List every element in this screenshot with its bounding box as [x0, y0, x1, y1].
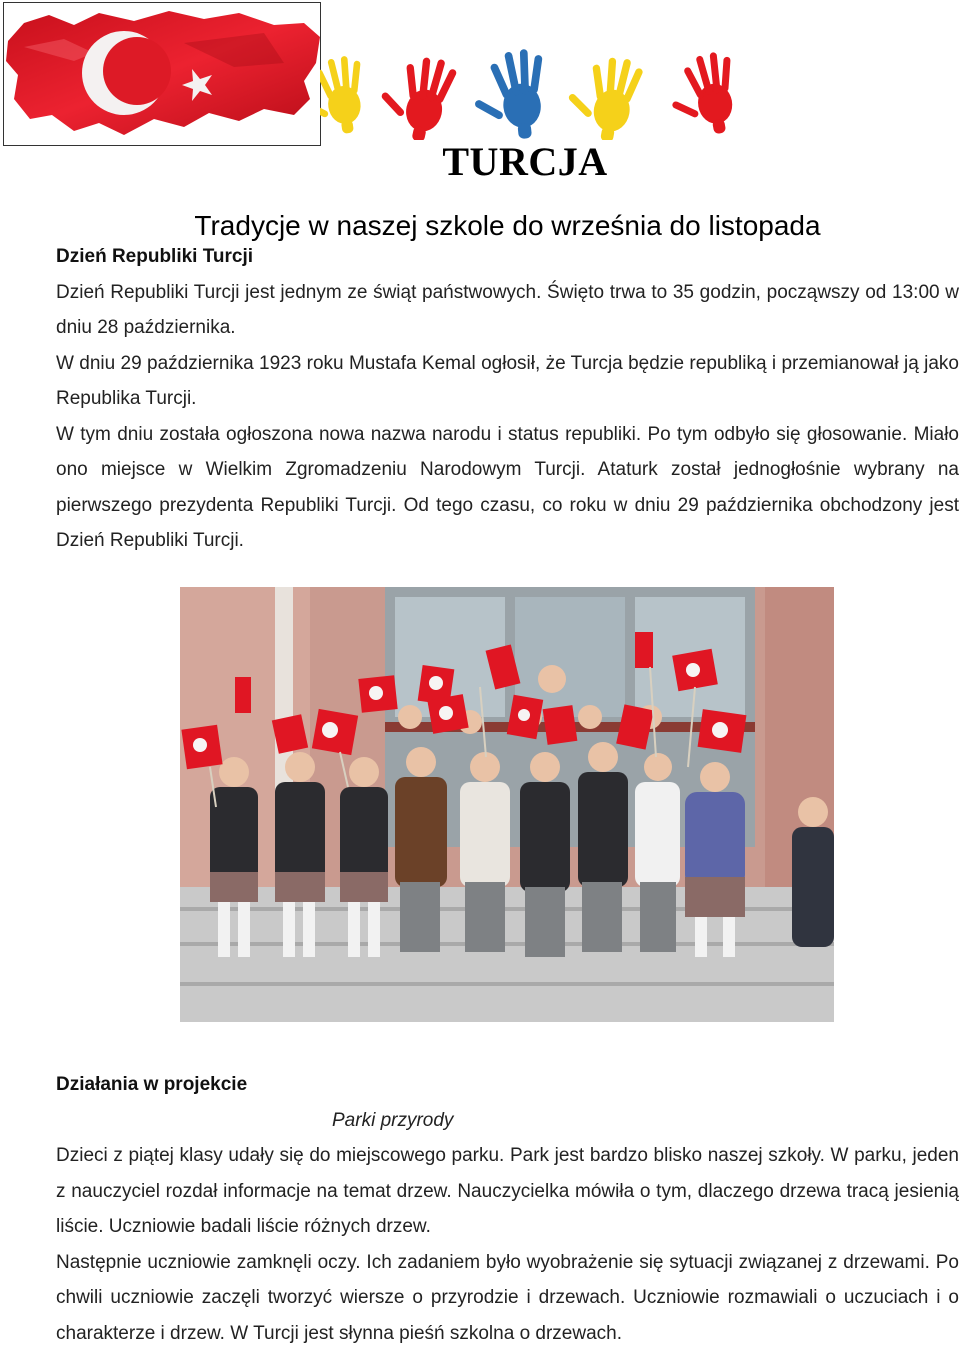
section-heading: Działania w projekcie	[56, 1067, 959, 1103]
page-subtitle: Tradycje w naszej szkole do września do listopada	[0, 210, 960, 242]
photo-graphic	[180, 587, 834, 1022]
section-subheading: Parki przyrody	[56, 1103, 959, 1139]
children-with-flags-photo	[180, 587, 834, 1022]
flag-map-graphic	[4, 3, 321, 146]
section-heading: Dzień Republiki Turcji	[56, 239, 959, 275]
paragraph: W tym dniu została ogłoszona nowa nazwa narodu i status republiki. Po tym odbyło się głosowanie. Miało ono miejsce w Wielkim Zgromadzeniu Narodowym Turcji. Ataturk został jednogłośnie wybrany na pierwszego prezydenta Republiki Turcji. Od tego czasu, co roku w dniu 29 października obchodzony jest Dzień Republiki Turcji.	[56, 417, 959, 559]
paragraph: Dzień Republiki Turcji jest jednym ze świąt państwowych. Święto trwa to 35 godzin, począwszy od 13:00 w dniu 28 października.	[56, 275, 959, 346]
yellow-hand-icon-2	[561, 50, 645, 140]
red-hand-icon-2	[663, 49, 743, 140]
yellow-hand-icon	[320, 54, 370, 139]
paragraph: W dniu 29 października 1923 roku Mustafa Kemal ogłosił, że Turcja będzie republiką i przemianował ją jako Republika Turcji.	[56, 346, 959, 417]
section-republic-day	[56, 239, 959, 559]
page-title: TURCJA	[0, 138, 960, 185]
red-hand-icon	[373, 48, 460, 140]
crescent-inner	[103, 37, 171, 105]
turkish-flag-map-image	[3, 2, 321, 146]
handprints-decoration	[320, 40, 760, 140]
paragraph: Dzieci z piątej klasy udały się do miejscowego parku. Park jest bardzo blisko naszej szkoły. W parku, jeden z nauczyciel rozdał informacje na temat drzew. Nauczycielka mówiła o tym, dlaczego drzewa tracą jesienią liście. Uczniowie badali liście różnych drzew.	[56, 1138, 959, 1245]
blue-hand-icon	[468, 47, 551, 140]
paragraph: Następnie uczniowie zamknęli oczy. Ich zadaniem było wyobrażenie się sytuacji związanej z drzewami. Po chwili uczniowie zaczęli tworzyć wiersze o przyrodzie i drzewach. Uczniowie rozmawiali o uczuciach i o charakterze i drzew. W Turcji jest słynna pieśń szkolna o drzewach.	[56, 1245, 959, 1351]
section-project-activities	[56, 1067, 959, 1351]
